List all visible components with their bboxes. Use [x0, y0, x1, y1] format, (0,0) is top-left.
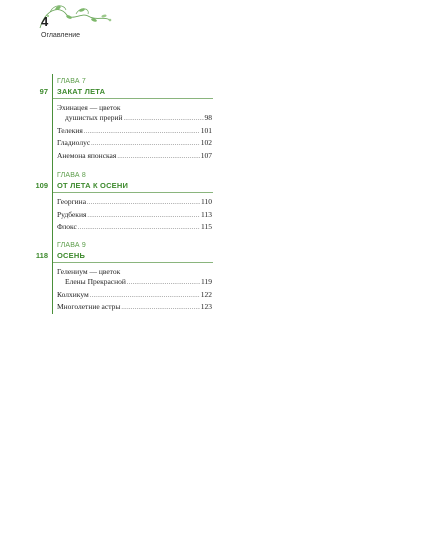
chapter-entries [57, 103, 212, 163]
dot-leader [78, 223, 200, 233]
chapter-divider [53, 192, 213, 193]
toc-entry[interactable] [57, 210, 212, 221]
entry-page-number: 115 [201, 222, 212, 231]
chapter-divider [53, 98, 213, 99]
chapter-entries [57, 267, 212, 315]
chapter-entries [57, 197, 212, 235]
chapter-title: ЗАКАТ ЛЕТА [57, 87, 106, 96]
entry-title: Рудбекия [57, 209, 87, 219]
entry-title: Гладиолус [57, 138, 91, 147]
entry-title-line: Гелениум — цветок [57, 267, 121, 276]
chapter-label: ГЛАВА 7 [57, 78, 87, 85]
entry-page-number: 119 [201, 277, 212, 286]
chapter-divider [53, 262, 213, 263]
chapter-label: ГЛАВА 8 [57, 172, 87, 179]
chapter-label: ГЛАВА 9 [57, 242, 87, 249]
entry-page-number: 102 [200, 138, 212, 147]
toc-entry[interactable] [57, 138, 212, 149]
dot-leader [87, 198, 200, 208]
toc-entry[interactable] [57, 151, 212, 162]
toc-entry[interactable] [57, 222, 212, 233]
entry-page-number: 113 [201, 209, 212, 219]
entry-title: Анемона японская [57, 150, 117, 160]
toc-entry[interactable] [57, 267, 212, 288]
toc-entry[interactable] [57, 126, 212, 137]
toc-entry[interactable] [57, 103, 212, 124]
entry-title-line: душистых прерий [65, 113, 123, 122]
running-head: Оглавление [41, 32, 81, 39]
entry-title: Многолетние астры [57, 302, 121, 311]
entry-page-number: 123 [200, 302, 212, 311]
toc-entry[interactable] [57, 290, 212, 301]
dot-leader [87, 211, 200, 221]
dot-leader [91, 139, 200, 149]
chapter-title: ОТ ЛЕТА К ОСЕНИ [57, 181, 129, 190]
dot-leader [84, 127, 200, 137]
margin-rule [52, 74, 53, 314]
entry-title: Георгина [57, 197, 87, 206]
entry-title-line: Елены Прекрасной [65, 277, 126, 286]
dot-leader [117, 152, 199, 162]
entry-title: Флокс [57, 222, 77, 231]
entry-title-line: Эхинацея — цветок [57, 103, 121, 112]
dot-leader [121, 303, 199, 313]
dot-leader [124, 114, 204, 124]
toc-entry[interactable] [57, 302, 212, 313]
entry-page-number: 107 [200, 150, 212, 160]
dot-leader [90, 291, 200, 301]
chapter-page-number: 109 [35, 181, 48, 190]
page-number: 4 [41, 14, 49, 29]
toc-entry[interactable] [57, 197, 212, 208]
entry-page-number: 110 [201, 197, 212, 206]
dot-leader [127, 278, 200, 288]
entry-title: Телекия [57, 125, 83, 135]
entry-page-number: 122 [200, 289, 212, 299]
chapter-title: ОСЕНЬ [57, 251, 86, 260]
chapter-page-number: 97 [39, 87, 48, 96]
entry-page-number: 98 [204, 113, 212, 122]
entry-title: Колхикум [57, 289, 89, 299]
entry-page-number: 101 [200, 125, 212, 135]
chapter-page-number: 118 [35, 251, 48, 260]
